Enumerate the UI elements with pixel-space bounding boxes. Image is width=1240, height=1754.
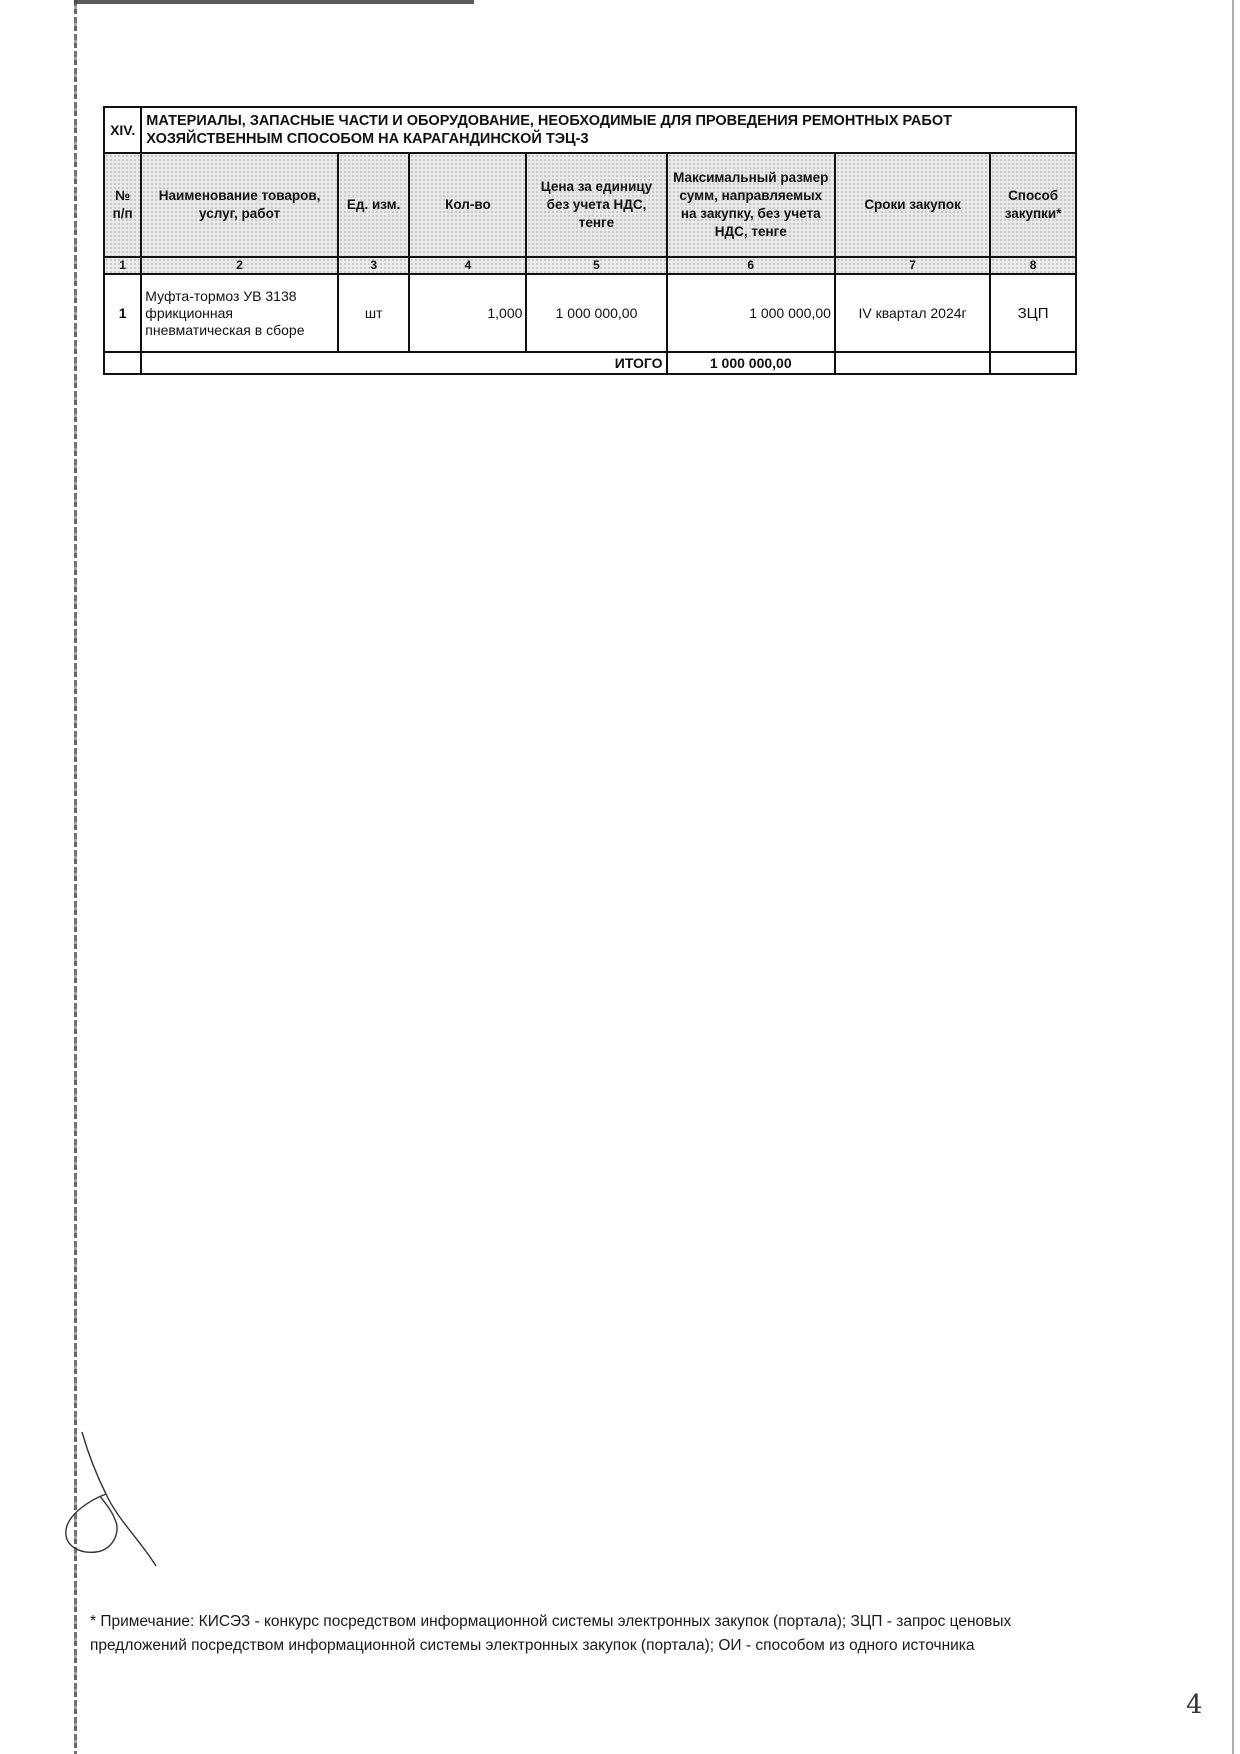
- row-unit: шт: [338, 274, 410, 352]
- header-unit: Ед. изм.: [338, 153, 410, 257]
- header-price: Цена за единицу без учета НДС, тенге: [526, 153, 666, 257]
- header-qty: Кол-во: [409, 153, 526, 257]
- row-max-sum: 1 000 000,00: [667, 274, 835, 352]
- row-price: 1 000 000,00: [526, 274, 666, 352]
- header-method: Способ закупки*: [990, 153, 1076, 257]
- column-number: 8: [990, 257, 1076, 274]
- column-number: 5: [526, 257, 666, 274]
- header-max-sum: Максимальный размер сумм, направляемых на закупку, без учета НДС, тенге: [667, 153, 835, 257]
- footnote: * Примечание: КИСЭЗ - конкурс посредством информационной системы электронных закупок (портала); ЗЦП - запрос ценовых предложений посредством информационной системы электронных закупок (портала); ОИ - способом из одного источника: [90, 1613, 1012, 1654]
- table-row: [104, 274, 1076, 352]
- section-row: [104, 107, 1076, 153]
- procurement-table: [103, 106, 1077, 375]
- total-empty-cell: [990, 352, 1076, 374]
- header-period: Сроки закупок: [835, 153, 990, 257]
- row-num: 1: [104, 274, 141, 352]
- column-number: 3: [338, 257, 410, 274]
- total-value: 1 000 000,00: [667, 352, 835, 374]
- column-number: 2: [141, 257, 338, 274]
- total-row: [104, 352, 1076, 374]
- row-qty: 1,000: [409, 274, 526, 352]
- handwritten-page-mark: 4: [1186, 1690, 1203, 1720]
- column-number: 1: [104, 257, 141, 274]
- scan-edge-right: [1232, 0, 1234, 1754]
- section-title: МАТЕРИАЛЫ, ЗАПАСНЫЕ ЧАСТИ И ОБОРУДОВАНИЕ, НЕОБХОДИМЫЕ ДЛЯ ПРОВЕДЕНИЯ РЕМОНТНЫХ РАБОТ ХОЗЯЙСТВЕННЫМ СПОСОБОМ НА КАРАГАНДИНСКОЙ ТЭЦ-3: [141, 107, 1076, 153]
- header-row: [104, 153, 1076, 257]
- row-method: ЗЦП: [990, 274, 1076, 352]
- header-num: № п/п: [104, 153, 141, 257]
- scan-edge-top: [74, 0, 474, 4]
- column-number: 6: [667, 257, 835, 274]
- header-name: Наименование товаров, услуг, работ: [141, 153, 338, 257]
- column-number: 4: [409, 257, 526, 274]
- total-empty-cell: [835, 352, 990, 374]
- signature-image: [60, 1430, 180, 1580]
- total-label: ИТОГО: [141, 352, 666, 374]
- column-number-row: [104, 257, 1076, 274]
- column-number: 7: [835, 257, 990, 274]
- row-name: Муфта-тормоз УВ 3138 фрикционная пневматическая в сборе: [141, 274, 338, 352]
- total-empty-cell: [104, 352, 141, 374]
- section-number: XIV.: [104, 107, 141, 153]
- row-period: IV квартал 2024г: [835, 274, 990, 352]
